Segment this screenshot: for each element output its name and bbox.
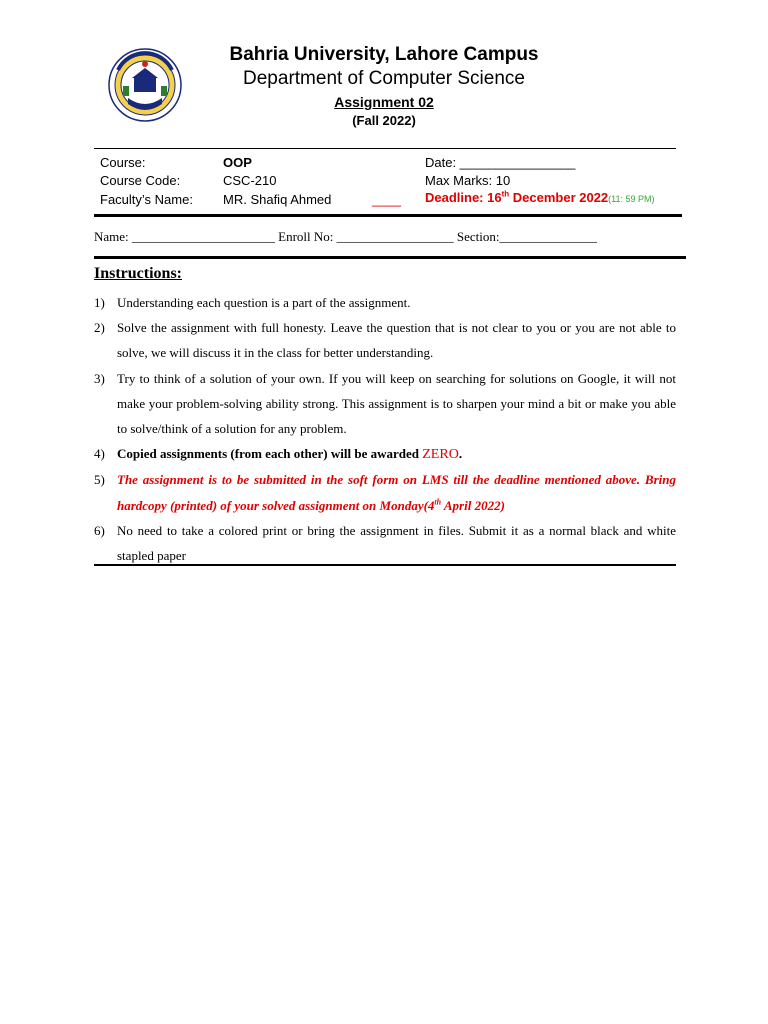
deadline-date: December 2022 [509, 190, 609, 205]
deadline-sup: th [501, 189, 510, 199]
date-field: Date: ________________ [425, 155, 576, 170]
item-number: 2) [94, 320, 105, 336]
max-marks: Max Marks: 10 [425, 173, 511, 188]
course-label: Course: [100, 155, 146, 170]
list-item [94, 518, 676, 568]
item-sup: th [434, 497, 442, 507]
course-code-value: CSC-210 [223, 173, 277, 188]
list-item [94, 290, 676, 315]
list-item [94, 366, 676, 442]
university-title: Bahria University, Lahore Campus [229, 44, 539, 65]
department-title: Department of Computer Science [243, 68, 525, 89]
item-text-tail: . [458, 446, 463, 462]
item-text: Solve the assignment with full honesty. Leave the question that is not clear to you or you are not able to solve, we will discuss it in the class for better understanding. [117, 320, 676, 361]
name-divider [94, 256, 686, 259]
instructions-heading: Instructions: [94, 265, 183, 282]
item-text: Understanding each question is a part of the assignment. [117, 295, 411, 310]
deadline [425, 190, 655, 205]
item-number: 4) [94, 446, 105, 462]
item-text [117, 467, 676, 517]
term-label: (Fall 2022) [352, 113, 416, 128]
item-text [117, 441, 676, 467]
enroll-field[interactable]: Enroll No: __________________ [278, 229, 454, 244]
item-number: 1) [94, 295, 105, 310]
list-item [94, 441, 676, 467]
course-value: OOP [223, 155, 252, 170]
zero-emphasis: ZERO [422, 447, 459, 463]
deadline-time: (11: 59 PM) [608, 194, 655, 204]
instructions-list [94, 290, 676, 568]
student-details-row [94, 229, 676, 245]
faculty-label: Faculty’s Name: [100, 192, 193, 207]
item-text-main: The assignment is to be submitted in the soft form on LMS till the deadline mentioned above. Bring hardcopy (printed) of your solved assignment on Monday(4 [117, 472, 676, 513]
section-field[interactable]: Section:_______________ [456, 229, 598, 244]
item-text-tail: April 2022) [441, 497, 505, 513]
item-text: No need to take a colored print or bring the assignment in files. Submit it as a normal black and white stapled paper [117, 522, 676, 564]
item-number: 5) [94, 472, 105, 488]
footer-divider [94, 564, 676, 566]
course-code-label: Course Code: [100, 173, 181, 188]
list-item [94, 315, 676, 365]
assignment-title: Assignment 02 [334, 94, 434, 110]
item-number: 3) [94, 370, 105, 386]
item-number: 6) [94, 522, 105, 538]
list-item [94, 467, 676, 517]
name-field[interactable]: Name: ______________________ [94, 229, 275, 244]
item-text-main: Copied assignments (from each other) will be awarded [117, 446, 423, 462]
course-info [0, 0, 768, 230]
info-divider [94, 214, 682, 217]
deadline-text: Deadline: 16 [425, 190, 502, 205]
faculty-value: MR. Shafiq Ahmed [223, 192, 332, 207]
item-text: Try to think of a solution of your own. If you will keep on searching for solutions on Google, it will not make your problem-solving ability strong. This assignment is to sharpen your mind a bit or make you able to solve/think of a solution for any problem. [117, 370, 676, 437]
faculty-blank: ____ [372, 192, 401, 207]
